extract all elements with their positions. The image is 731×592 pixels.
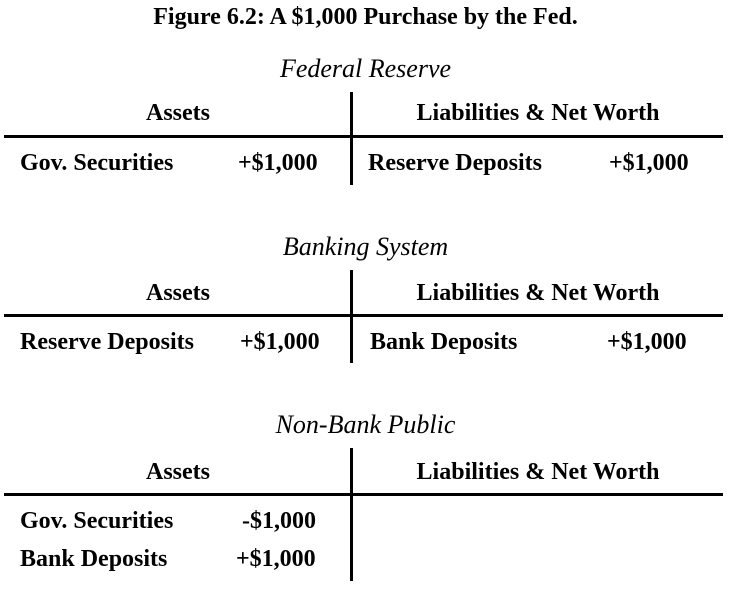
- asset-item: Bank Deposits: [20, 546, 168, 572]
- t-account-banking-system: [0, 232, 731, 364]
- figure-title: Figure 6.2: A $1,000 Purchase by the Fed.: [153, 4, 578, 30]
- account-name: Banking System: [282, 232, 449, 261]
- liability-item: Reserve Deposits: [368, 150, 542, 176]
- assets-header: Assets: [146, 100, 210, 126]
- asset-change: +$1,000: [238, 150, 318, 176]
- liabilities-header: Liabilities & Net Worth: [416, 100, 660, 126]
- t-account-vertical-rule: [350, 270, 353, 363]
- t-account-horizontal-rule: [4, 493, 723, 496]
- asset-item: Gov. Securities: [20, 150, 174, 176]
- t-account-horizontal-rule: [4, 135, 723, 138]
- assets-header: Assets: [146, 280, 210, 306]
- liabilities-header: Liabilities & Net Worth: [416, 459, 660, 485]
- t-account-vertical-rule: [350, 448, 353, 581]
- asset-change: +$1,000: [240, 329, 320, 355]
- account-name: Federal Reserve: [279, 54, 452, 83]
- liability-change: +$1,000: [607, 329, 687, 355]
- t-account-federal-reserve: [0, 54, 731, 186]
- asset-item: Gov. Securities: [20, 508, 174, 534]
- t-account-horizontal-rule: [4, 314, 723, 317]
- t-account-non-bank-public: [0, 410, 731, 582]
- assets-header: Assets: [146, 459, 210, 485]
- asset-change: -$1,000: [242, 508, 316, 534]
- liabilities-header: Liabilities & Net Worth: [416, 280, 660, 306]
- liability-item: Bank Deposits: [370, 329, 518, 355]
- asset-change: +$1,000: [236, 546, 316, 572]
- account-name: Non-Bank Public: [275, 410, 456, 439]
- t-account-vertical-rule: [350, 92, 353, 185]
- asset-item: Reserve Deposits: [20, 329, 194, 355]
- liability-change: +$1,000: [609, 150, 689, 176]
